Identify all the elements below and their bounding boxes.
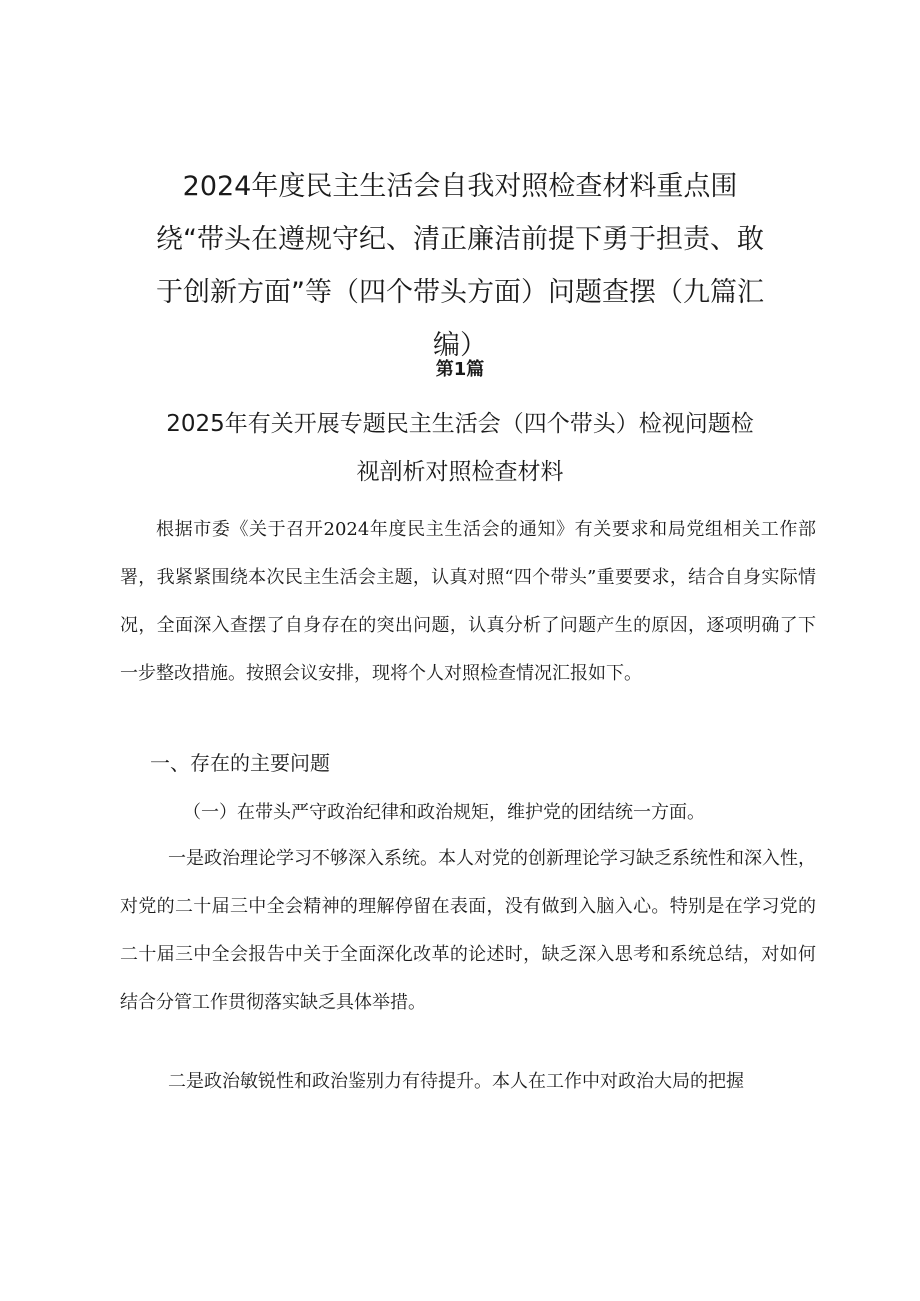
document-main-title: 2024年度民主生活会自我对照检查材料重点围绕“带头在遵规守纪、清正廉洁前提下勇于担责、敢于创新方面”等（四个带头方面）问题查摆（九篇汇编） bbox=[156, 171, 764, 361]
chapter-title: 2025年有关开展专题民主生活会（四个带头）检视问题检视剖析对照检查材料 bbox=[166, 411, 754, 485]
chapter-label: 第1篇 bbox=[435, 359, 485, 380]
section-heading-main-problems: 一、存在的主要问题 bbox=[150, 751, 330, 775]
paragraph-point-one: 一是政治理论学习不够深入系统。本人对党的创新理论学习缺乏系统性和深入性，对党的二十届三中全会精神的理解停留在表面，没有做到入脑入心。特别是在学习党的二十届三中全会报告中关于全面深化改革的论述时，缺乏深入思考和系统总结，对如何结合分管工作贯彻落实缺乏具体举措。 bbox=[120, 848, 816, 1013]
paragraph-point-two: 二是政治敏锐性和政治鉴别力有待提升。本人在工作中对政治大局的把握 bbox=[168, 1071, 744, 1092]
subsection-heading-political-discipline: （一）在带头严守政治纪律和政治规矩，维护党的团结统一方面。 bbox=[183, 802, 705, 823]
intro-paragraph: 根据市委《关于召开2024年度民主生活会的通知》有关要求和局党组相关工作部署，我紧紧围绕本次民主生活会主题，认真对照“四个带头”重要要求，结合自身实际情况，全面深入查摆了自身存在的突出问题，认真分析了问题产生的原因，逐项明确了下一步整改措施。按照会议安排，现将个人对照检查情况汇报如下。 bbox=[120, 519, 816, 684]
